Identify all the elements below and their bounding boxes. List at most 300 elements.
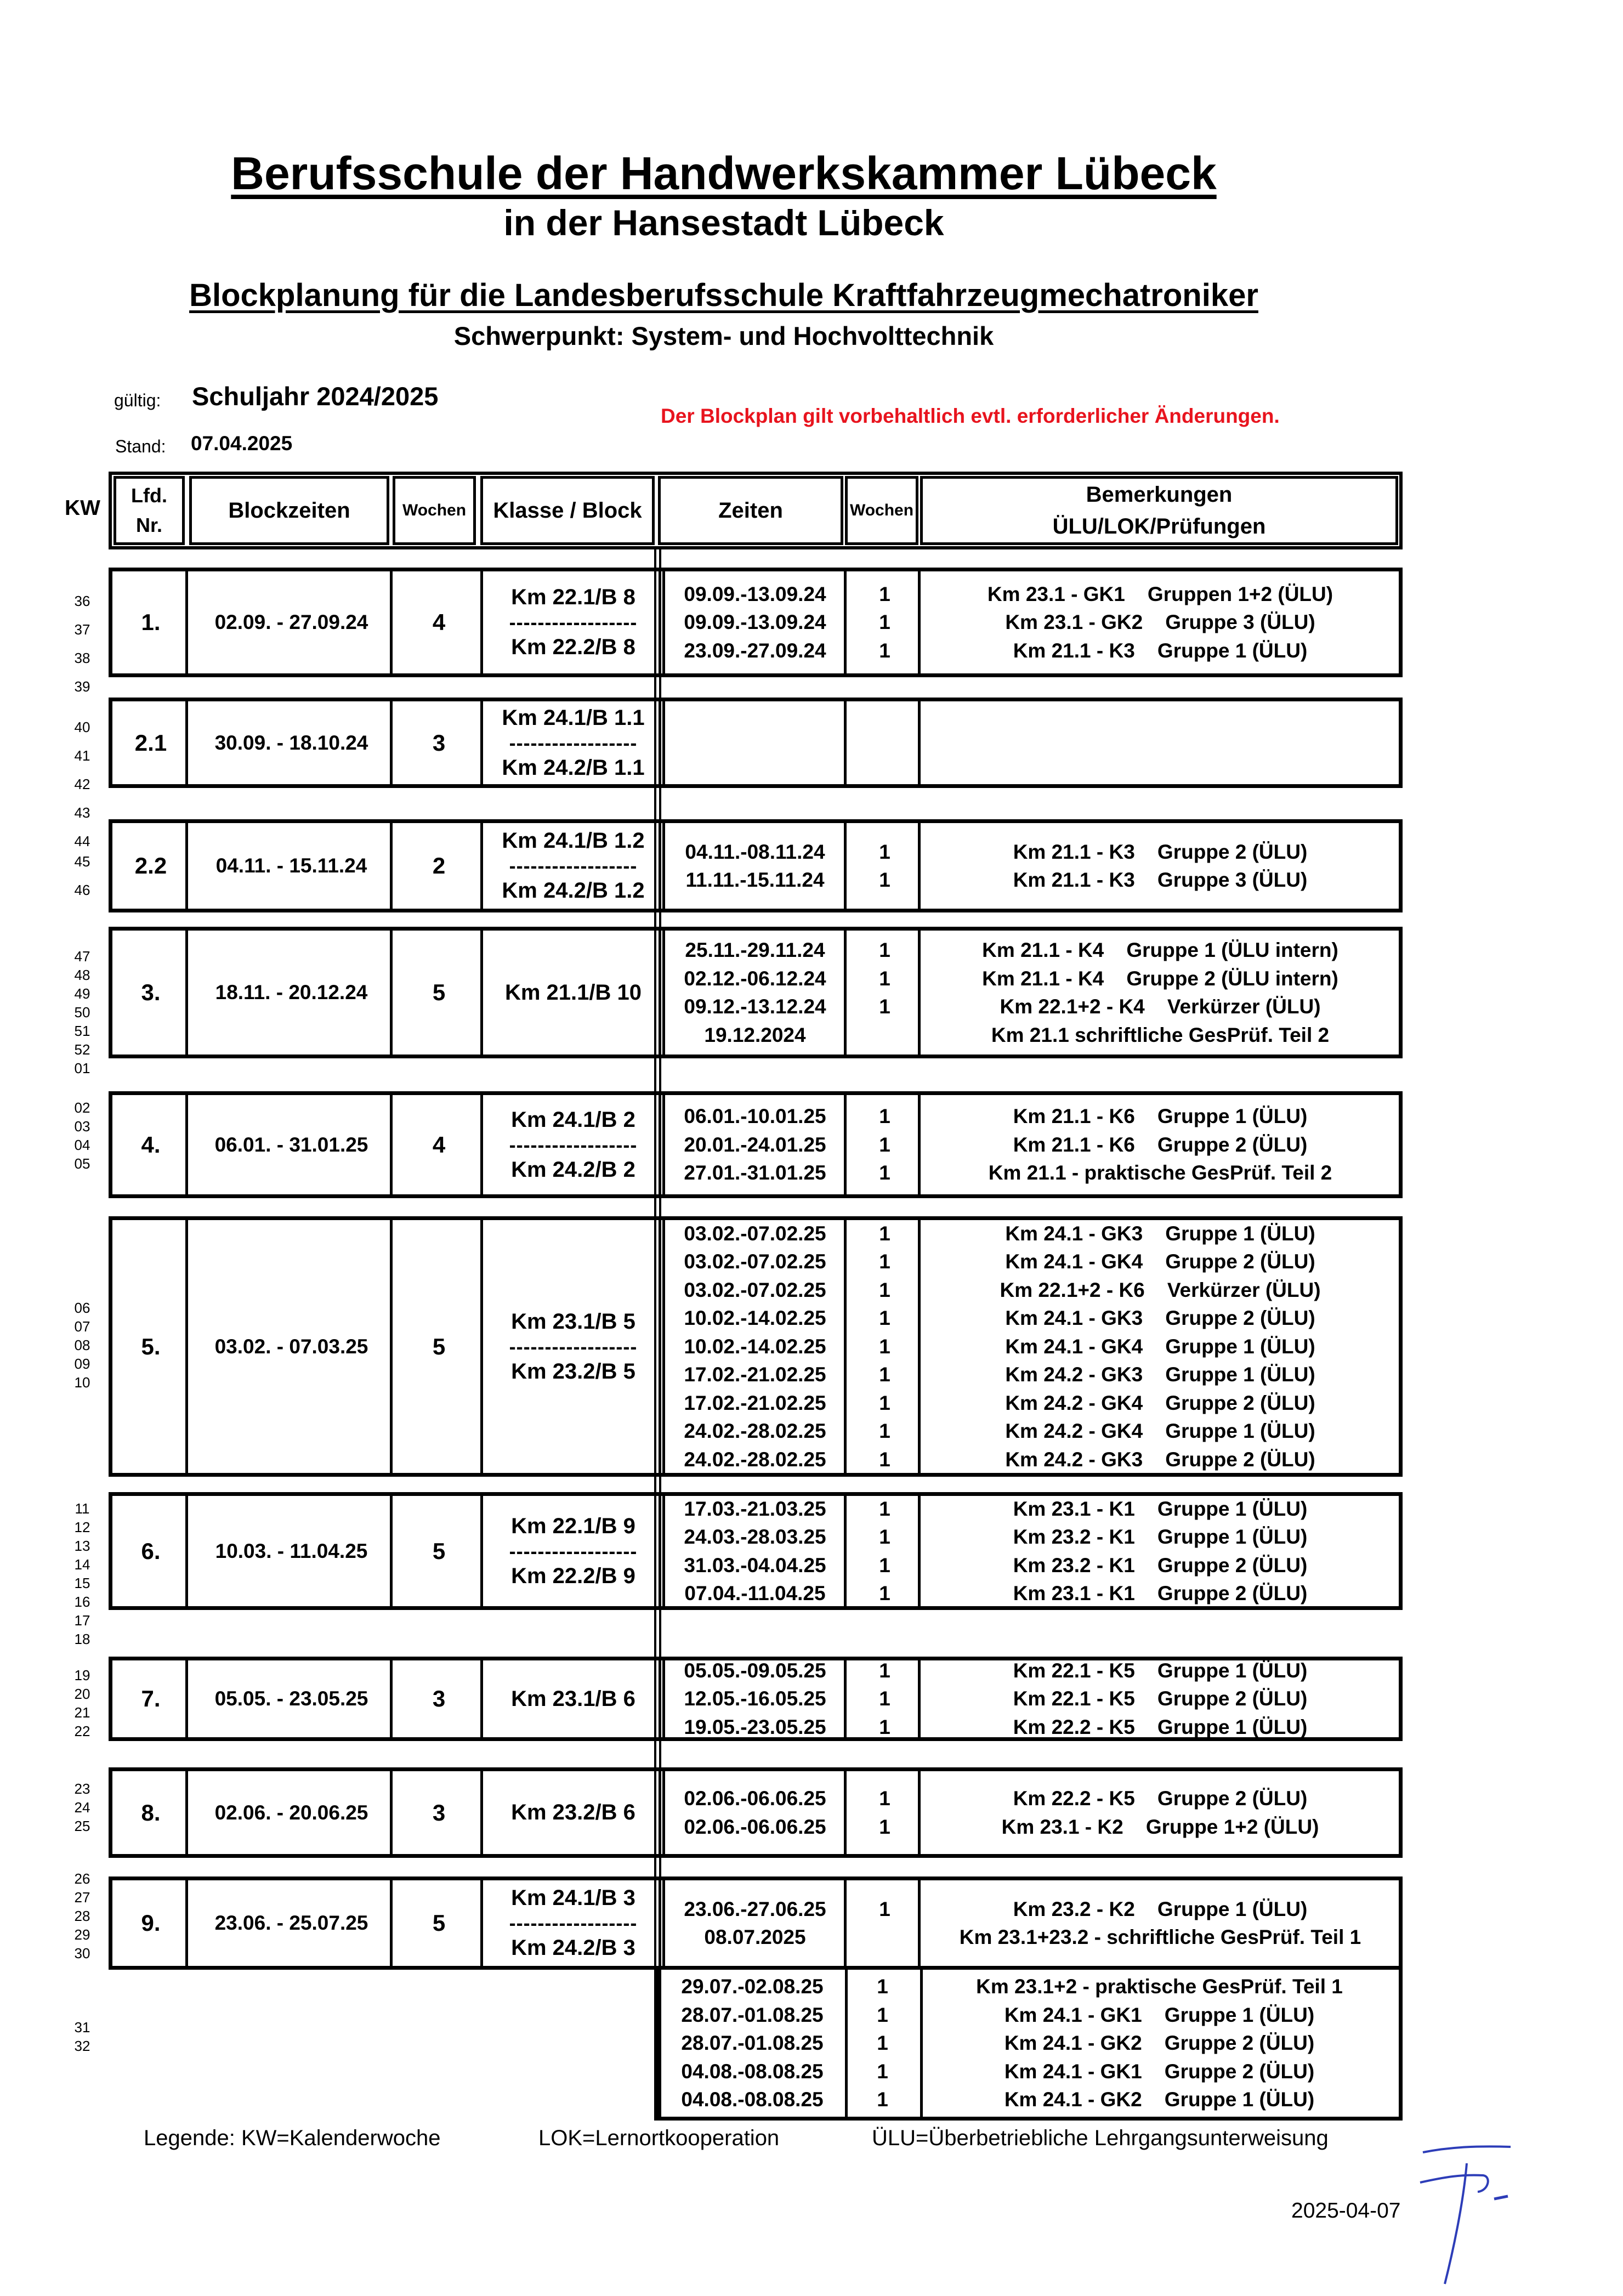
- entry-dates-item: 06.01.-10.01.25: [684, 1105, 826, 1128]
- class-name: Km 24.2/B 1.1: [502, 755, 645, 780]
- entry-remark-item: Km 23.1 - GK1 Gruppen 1+2 (ÜLU): [987, 582, 1333, 605]
- class-name: Km 21.1/B 10: [504, 980, 642, 1005]
- header-bemerkungen: [920, 476, 1398, 545]
- entry-weeks: [848, 1660, 922, 1737]
- entry-remark: [922, 1496, 1399, 1606]
- entry-remark: [922, 1880, 1399, 1966]
- block-number: 9.: [141, 1910, 161, 1936]
- block-class: [484, 1220, 662, 1473]
- header-wochen: [393, 476, 476, 545]
- block-row: [109, 568, 1403, 677]
- entry-weeks: [848, 701, 922, 784]
- class-name: Km 22.2/B 9: [511, 1563, 635, 1588]
- kw-number: 14: [74, 1556, 90, 1573]
- class-name: Km 23.2/B 6: [511, 1800, 635, 1825]
- extra-dates: [660, 1970, 845, 2117]
- extra-remark-item: Km 24.1 - GK1 Gruppe 2 (ÜLU): [1004, 2060, 1315, 2083]
- header-klasse-label: Klasse / Block: [493, 498, 642, 523]
- entry-dates-item: 19.05.-23.05.25: [684, 1715, 826, 1738]
- kw-number: 23: [74, 1781, 90, 1797]
- entry-dates-item: 02.12.-06.12.24: [684, 967, 826, 990]
- kw-group: [66, 713, 99, 855]
- entry-remark-item: Km 23.1 - K1 Gruppe 2 (ÜLU): [1013, 1582, 1308, 1605]
- header-wochen-label: Wochen: [402, 501, 467, 519]
- entry-weeks-item: 1: [879, 939, 890, 961]
- entry-dates: [662, 1496, 848, 1606]
- kw-group: [66, 947, 99, 1078]
- entry-remark-item: Km 21.1 - K3 Gruppe 3 (ÜLU): [1013, 869, 1308, 891]
- block-weeks: 5: [432, 1333, 446, 1359]
- block-row: [109, 698, 1403, 788]
- block-row: [109, 1877, 1403, 1970]
- entry-remark-item: Km 22.2 - K5 Gruppe 2 (ÜLU): [1013, 1787, 1308, 1810]
- kw-number: 30: [74, 1945, 90, 1961]
- entry-weeks-item: 1: [879, 1497, 890, 1520]
- block-number: 8.: [141, 1799, 161, 1826]
- status-value: 07.04.2025: [191, 432, 293, 455]
- block-weeks: 4: [432, 609, 446, 635]
- kw-number: 24: [74, 1799, 90, 1816]
- extra-remark-item: Km 24.1 - GK1 Gruppe 1 (ÜLU): [1004, 2003, 1315, 2026]
- kw-number: 04: [74, 1137, 90, 1153]
- block-number: 1.: [141, 609, 161, 635]
- entry-dates-item: 25.11.-29.11.24: [685, 939, 825, 961]
- entry-remark-item: Km 21.1 - K6 Gruppe 1 (ÜLU): [1013, 1105, 1308, 1128]
- extra-weeks: [845, 1970, 920, 2117]
- entry-dates: [662, 1660, 848, 1737]
- entry-dates-item: 03.02.-07.02.25: [684, 1278, 826, 1301]
- kw-number: 52: [74, 1041, 90, 1058]
- kw-number: 19: [74, 1667, 90, 1683]
- block-weeks: 5: [432, 1910, 446, 1936]
- header-wochen2-label: Wochen: [849, 501, 914, 519]
- entry-weeks-item: 1: [879, 1554, 890, 1577]
- block-class: [484, 701, 662, 784]
- block-row: [109, 927, 1403, 1058]
- kw-group: [66, 2018, 99, 2055]
- header-blockzeiten: [189, 476, 389, 545]
- kw-number: 11: [75, 1500, 90, 1517]
- entry-weeks-item: 1: [879, 1687, 890, 1710]
- school-name: Berufsschule der Handwerkskammer Lübeck: [231, 148, 1217, 199]
- entry-weeks-item: 1: [879, 869, 890, 891]
- entry-remark: [922, 823, 1399, 909]
- kw-number: 36: [74, 593, 90, 609]
- entry-remark-item: Km 23.1 - K1 Gruppe 1 (ÜLU): [1013, 1497, 1308, 1520]
- entry-remark-item: Km 24.1 - GK3 Gruppe 1 (ÜLU): [1005, 1222, 1315, 1245]
- kw-number: 01: [74, 1060, 90, 1076]
- entry-remark-item: Km 24.2 - GK3 Gruppe 2 (ÜLU): [1005, 1448, 1315, 1471]
- entry-weeks-item: 1: [879, 1448, 890, 1471]
- entry-remark-item: Km 24.2 - GK4 Gruppe 2 (ÜLU): [1005, 1391, 1315, 1414]
- entry-remark-item: Km 23.2 - K1 Gruppe 1 (ÜLU): [1013, 1526, 1308, 1548]
- entry-weeks-item: 1: [879, 1715, 890, 1738]
- block-period: 18.11. - 20.12.24: [215, 981, 368, 1004]
- entry-remark: [922, 571, 1399, 673]
- entry-dates-item: 08.07.2025: [704, 1926, 806, 1948]
- entry-dates-item: 03.02.-07.02.25: [684, 1222, 826, 1245]
- entry-weeks-item: 1: [879, 1105, 890, 1128]
- block-row: [109, 819, 1403, 912]
- entry-remark-item: Km 23.1 - K2 Gruppe 1+2 (ÜLU): [1001, 1815, 1319, 1838]
- valid-value: Schuljahr 2024/2025: [192, 382, 439, 411]
- class-name: Km 22.1/B 9: [511, 1513, 635, 1538]
- block-class: [484, 1095, 662, 1194]
- entry-dates: [662, 931, 848, 1055]
- kw-number: 38: [74, 650, 90, 666]
- header-kw: KW: [65, 496, 100, 520]
- entry-remark-item: Km 21.1 - praktische GesPrüf. Teil 2: [988, 1161, 1332, 1184]
- extra-dates-item: 29.07.-02.08.25: [681, 1975, 824, 1998]
- legend-kw: Legende: KW=Kalenderwoche: [144, 2126, 441, 2150]
- kw-number: 22: [74, 1723, 90, 1739]
- entry-dates-item: 24.02.-28.02.25: [684, 1448, 826, 1471]
- legend-ulu: ÜLU=Überbetriebliche Lehrgangsunterweisung: [872, 2126, 1329, 2150]
- kw-number: 51: [74, 1023, 90, 1039]
- status-label: Stand:: [115, 436, 166, 456]
- class-separator: ------------------: [509, 1133, 638, 1156]
- entry-remark-item: Km 21.1 - K6 Gruppe 2 (ÜLU): [1013, 1133, 1308, 1156]
- kw-number: 28: [74, 1908, 90, 1924]
- block-period: 30.09. - 18.10.24: [214, 731, 368, 754]
- entry-remark-item: Km 23.1 - GK2 Gruppe 3 (ÜLU): [1005, 611, 1315, 634]
- entry-remark-item: Km 22.1+2 - K6 Verkürzer (ÜLU): [1000, 1278, 1321, 1301]
- kw-group: [66, 587, 99, 701]
- entry-weeks-item: 1: [879, 1582, 890, 1605]
- block-number: 4.: [141, 1131, 161, 1158]
- entry-weeks-item: 1: [879, 1787, 890, 1810]
- kw-number: 15: [74, 1575, 90, 1591]
- entry-weeks-item: 1: [879, 582, 890, 605]
- entry-weeks: [848, 1220, 922, 1473]
- entry-weeks-item: 1: [879, 995, 890, 1018]
- footer-date: 2025-04-07: [1291, 2199, 1401, 2223]
- kw-number: 31: [74, 2019, 90, 2036]
- kw-group: [66, 1299, 99, 1392]
- block-class: [484, 571, 662, 673]
- entry-remark-item: Km 21.1 - K4 Gruppe 2 (ÜLU intern): [982, 967, 1338, 990]
- entry-remark-item: Km 23.2 - K1 Gruppe 2 (ÜLU): [1013, 1554, 1308, 1577]
- entry-dates-item: 09.09.-13.09.24: [684, 611, 826, 634]
- entry-remark-item: Km 21.1 schriftliche GesPrüf. Teil 2: [991, 1023, 1330, 1046]
- entry-dates-item: 03.02.-07.02.25: [684, 1250, 826, 1273]
- entry-dates-item: 31.03.-04.04.25: [684, 1554, 826, 1577]
- header-klasse: [480, 476, 655, 545]
- extra-remark: [920, 1970, 1399, 2117]
- kw-number: 21: [74, 1704, 90, 1721]
- entry-dates-item: 10.02.-14.02.25: [684, 1335, 826, 1358]
- block-class: [484, 1771, 662, 1854]
- class-name: Km 24.1/B 1.1: [502, 705, 645, 730]
- entry-dates-item: 12.05.-16.05.25: [684, 1687, 826, 1710]
- entry-dates-item: 19.12.2024: [704, 1023, 806, 1046]
- kw-number: 41: [74, 747, 90, 764]
- entry-dates: [662, 571, 848, 673]
- header-zeiten-label: Zeiten: [718, 498, 783, 523]
- block-class: [484, 1496, 662, 1606]
- entry-weeks-item: 1: [879, 1222, 890, 1245]
- entry-remark: [922, 1095, 1399, 1194]
- block-number: 6.: [141, 1538, 161, 1564]
- entry-dates: [662, 1220, 848, 1473]
- entry-weeks-item: 1: [879, 1335, 890, 1358]
- kw-number: 17: [74, 1612, 90, 1629]
- kw-number: 39: [74, 678, 90, 695]
- kw-number: 18: [74, 1631, 90, 1647]
- plan-title: Blockplanung für die Landesberufsschule Kraftfahrzeugmechatroniker: [189, 277, 1258, 313]
- block-period: 02.09. - 27.09.24: [214, 611, 368, 633]
- class-separator: ------------------: [509, 611, 638, 633]
- kw-number: 09: [74, 1356, 90, 1372]
- kw-number: 05: [74, 1155, 90, 1172]
- entry-remark: [922, 1220, 1399, 1473]
- entry-weeks-item: 1: [879, 1659, 890, 1682]
- header-bemerkungen-label: Bemerkungen: [1086, 483, 1233, 507]
- extra-weeks-item: 1: [877, 2060, 888, 2083]
- class-name: Km 24.2/B 2: [511, 1157, 635, 1182]
- block-weeks: 5: [432, 979, 446, 1005]
- kw-number: 25: [74, 1818, 90, 1834]
- class-separator: ------------------: [509, 731, 638, 754]
- entry-remark-item: Km 22.1+2 - K4 Verkürzer (ÜLU): [1000, 995, 1321, 1018]
- header-wochen-2: [845, 476, 918, 545]
- block-weeks: 4: [432, 1131, 446, 1158]
- entry-weeks-item: 1: [879, 1250, 890, 1273]
- block-weeks: 3: [432, 1686, 446, 1711]
- extra-weeks-item: 1: [877, 2032, 888, 2055]
- entry-remark-item: Km 21.1 - K3 Gruppe 1 (ÜLU): [1013, 639, 1308, 662]
- block-number: 2.2: [134, 853, 167, 878]
- kw-number: 47: [74, 948, 90, 965]
- block-number: 3.: [141, 979, 161, 1005]
- block-row: [109, 1216, 1403, 1477]
- entry-weeks: [848, 1095, 922, 1194]
- extra-remark-item: Km 23.1+2 - praktische GesPrüf. Teil 1: [976, 1975, 1343, 1998]
- legend-lok: LOK=Lernortkooperation: [538, 2126, 780, 2150]
- entry-remark-item: Km 22.2 - K5 Gruppe 1 (ÜLU): [1013, 1715, 1308, 1738]
- entry-remark-item: Km 24.2 - GK4 Gruppe 1 (ÜLU): [1005, 1420, 1315, 1443]
- kw-number: 29: [74, 1926, 90, 1943]
- entry-remark-item: Km 23.2 - K2 Gruppe 1 (ÜLU): [1013, 1897, 1308, 1920]
- entry-remark-item: Km 24.1 - GK3 Gruppe 2 (ÜLU): [1005, 1307, 1315, 1330]
- class-separator: ------------------: [509, 1912, 638, 1934]
- block-weeks: 3: [432, 729, 446, 756]
- kw-number: 45: [74, 853, 90, 870]
- entry-weeks-item: 1: [879, 1526, 890, 1548]
- entry-weeks-item: 1: [879, 1815, 890, 1838]
- kw-number: 07: [74, 1318, 90, 1335]
- extra-dates-item: 04.08.-08.08.25: [681, 2088, 824, 2111]
- entry-weeks: [848, 1496, 922, 1606]
- kw-number: 48: [74, 967, 90, 983]
- entry-dates-item: 17.02.-21.02.25: [684, 1363, 826, 1386]
- focus-line: Schwerpunkt: System- und Hochvolttechnik: [453, 321, 994, 350]
- extra-remark-item: Km 24.1 - GK2 Gruppe 1 (ÜLU): [1004, 2088, 1315, 2111]
- block-number: 2.1: [134, 729, 167, 756]
- entry-dates-item: 20.01.-24.01.25: [684, 1133, 826, 1156]
- header-nr-label: Nr.: [135, 514, 163, 536]
- entry-weeks-item: 1: [879, 1391, 890, 1414]
- entry-remark-item: Km 23.1+23.2 - schriftliche GesPrüf. Teil 1: [959, 1926, 1361, 1948]
- kw-number: 12: [74, 1519, 90, 1535]
- entry-dates-item: 10.02.-14.02.25: [684, 1307, 826, 1330]
- class-name: Km 22.1/B 8: [511, 585, 635, 610]
- block-period: 03.02. - 07.03.25: [214, 1335, 368, 1358]
- entry-weeks-item: 1: [879, 611, 890, 634]
- extra-weeks-item: 1: [877, 2088, 888, 2111]
- kw-number: 20: [74, 1686, 90, 1702]
- entry-weeks-item: 1: [879, 639, 890, 662]
- extra-weeks-item: 1: [877, 1975, 888, 1998]
- block-period: 23.06. - 25.07.25: [214, 1912, 368, 1934]
- entry-dates: [662, 701, 848, 784]
- entry-weeks-item: 1: [879, 1363, 890, 1386]
- entry-weeks-item: 1: [879, 1133, 890, 1156]
- entry-remark: [922, 1660, 1399, 1737]
- entry-dates: [662, 823, 848, 909]
- entry-weeks: [848, 1771, 922, 1854]
- kw-group: [66, 1499, 99, 1648]
- city-line: in der Hansestadt Lübeck: [503, 202, 944, 243]
- block-period: 04.11. - 15.11.24: [215, 854, 367, 877]
- entry-dates-item: 07.04.-11.04.25: [684, 1582, 826, 1605]
- signature-mark: [1412, 2130, 1533, 2295]
- block-row: [109, 1657, 1403, 1741]
- entry-remark: [922, 1771, 1399, 1854]
- class-name: Km 24.1/B 1.2: [502, 829, 645, 853]
- header-blockzeiten-label: Blockzeiten: [228, 498, 350, 523]
- block-weeks: 3: [432, 1799, 446, 1826]
- kw-group: [66, 1666, 99, 1741]
- block-period: 02.06. - 20.06.25: [214, 1801, 368, 1824]
- entry-dates-item: 27.01.-31.01.25: [684, 1161, 826, 1184]
- entry-weeks: [848, 571, 922, 673]
- entry-weeks-item: 1: [879, 1161, 890, 1184]
- entry-dates-item: 05.05.-09.05.25: [684, 1659, 826, 1682]
- class-name: Km 24.1/B 3: [511, 1886, 635, 1911]
- entry-weeks-item: [848, 1021, 922, 1050]
- class-name: Km 24.2/B 3: [511, 1936, 635, 1960]
- block-weeks: 5: [432, 1538, 446, 1564]
- entry-weeks-item: 1: [879, 1278, 890, 1301]
- entry-dates: [662, 1880, 848, 1966]
- header-lfd-label: Lfd.: [131, 484, 167, 507]
- entry-dates: [662, 1771, 848, 1854]
- entry-weeks-item: 1: [879, 967, 890, 990]
- extra-remark-item: Km 24.1 - GK2 Gruppe 2 (ÜLU): [1004, 2032, 1315, 2055]
- kw-group: [66, 1779, 99, 1835]
- kw-number: 26: [74, 1870, 90, 1887]
- kw-number: 08: [74, 1337, 90, 1353]
- block-weeks: 2: [432, 853, 446, 878]
- header-zeiten: [658, 476, 843, 545]
- header-lfd-nr: [114, 476, 185, 545]
- class-name: Km 23.1/B 5: [511, 1309, 635, 1334]
- kw-number: 13: [74, 1538, 90, 1554]
- kw-number: 42: [74, 776, 90, 792]
- entry-dates-item: 23.06.-27.06.25: [684, 1897, 826, 1920]
- extra-dates-item: 28.07.-01.08.25: [681, 2032, 824, 2055]
- extra-entries-box: [656, 1966, 1403, 2121]
- valid-label: gültig:: [114, 390, 161, 410]
- class-name: Km 23.2/B 5: [511, 1359, 635, 1384]
- entry-dates-item: 09.12.-13.12.24: [684, 995, 826, 1018]
- entry-remark-item: Km 22.1 - K5 Gruppe 1 (ÜLU): [1013, 1659, 1308, 1682]
- entry-remark-item: Km 24.1 - GK4 Gruppe 1 (ÜLU): [1005, 1335, 1315, 1358]
- kw-number: 27: [74, 1889, 90, 1906]
- entry-dates-item: 24.03.-28.03.25: [684, 1526, 826, 1548]
- block-row: [109, 1091, 1403, 1198]
- class-name: Km 22.2/B 8: [511, 635, 635, 659]
- class-separator: ------------------: [509, 1539, 638, 1562]
- block-number: 7.: [141, 1686, 161, 1711]
- class-separator: ------------------: [509, 854, 638, 877]
- block-period: 05.05. - 23.05.25: [214, 1687, 368, 1710]
- kw-number: 37: [74, 621, 90, 638]
- entry-weeks: [848, 931, 922, 1055]
- block-period: 06.01. - 31.01.25: [214, 1133, 368, 1156]
- entry-dates-item: 09.09.-13.09.24: [684, 582, 826, 605]
- kw-number: 46: [74, 882, 90, 898]
- kw-group: [66, 847, 99, 904]
- kw-number: 44: [74, 833, 90, 849]
- entry-remark-item: Km 24.1 - GK4 Gruppe 2 (ÜLU): [1005, 1250, 1315, 1273]
- entry-remark-item: Km 24.2 - GK3 Gruppe 1 (ÜLU): [1005, 1363, 1315, 1386]
- entry-dates-item: 24.02.-28.02.25: [684, 1420, 826, 1443]
- entry-dates-item: 17.02.-21.02.25: [684, 1391, 826, 1414]
- class-name: Km 24.1/B 2: [511, 1107, 635, 1132]
- entry-weeks: [848, 823, 922, 909]
- entry-weeks-item: 1: [879, 1897, 890, 1920]
- extra-weeks-item: 1: [877, 2003, 888, 2026]
- kw-group: [66, 1098, 99, 1173]
- block-class: [484, 1880, 662, 1966]
- kw-number: 32: [74, 2038, 90, 2054]
- block-row: [109, 1767, 1403, 1858]
- entry-remark: [922, 701, 1399, 784]
- block-period: 10.03. - 11.04.25: [215, 1539, 368, 1562]
- class-name: Km 24.2/B 1.2: [502, 878, 645, 903]
- entry-weeks-item: 1: [879, 1307, 890, 1330]
- extra-dates-item: 28.07.-01.08.25: [681, 2003, 824, 2026]
- entry-dates: [662, 1095, 848, 1194]
- entry-dates-item: 02.06.-06.06.25: [684, 1787, 826, 1810]
- kw-number: 03: [74, 1118, 90, 1135]
- entry-dates-item: 02.06.-06.06.25: [684, 1815, 826, 1838]
- entry-remark-item: Km 22.1 - K5 Gruppe 2 (ÜLU): [1013, 1687, 1308, 1710]
- kw-number: 49: [74, 985, 90, 1002]
- class-separator: ------------------: [509, 1335, 638, 1358]
- entry-remark-item: Km 21.1 - K4 Gruppe 1 (ÜLU intern): [982, 939, 1338, 961]
- entry-dates-item: 11.11.-15.11.24: [685, 869, 825, 891]
- kw-number: 16: [74, 1594, 90, 1610]
- header-bemerkungen-sub: ÜLU/LOK/Prüfungen: [1052, 514, 1266, 538]
- entry-remark-item: Km 21.1 - K3 Gruppe 2 (ÜLU): [1013, 840, 1308, 863]
- entry-weeks-item: 1: [879, 840, 890, 863]
- kw-number: 40: [74, 719, 90, 735]
- block-class: [484, 823, 662, 909]
- entry-dates-item: 04.11.-08.11.24: [685, 840, 825, 863]
- block-row: [109, 1492, 1403, 1610]
- block-class: [484, 931, 662, 1055]
- kw-number: 02: [74, 1099, 90, 1116]
- entry-remark: [922, 931, 1399, 1055]
- change-notice: Der Blockplan gilt vorbehaltlich evtl. erforderlicher Änderungen.: [661, 405, 1280, 427]
- kw-group: [66, 1869, 99, 1963]
- entry-weeks-item: 1: [879, 1420, 890, 1443]
- kw-number: 06: [74, 1300, 90, 1316]
- class-name: Km 23.1/B 6: [511, 1686, 635, 1711]
